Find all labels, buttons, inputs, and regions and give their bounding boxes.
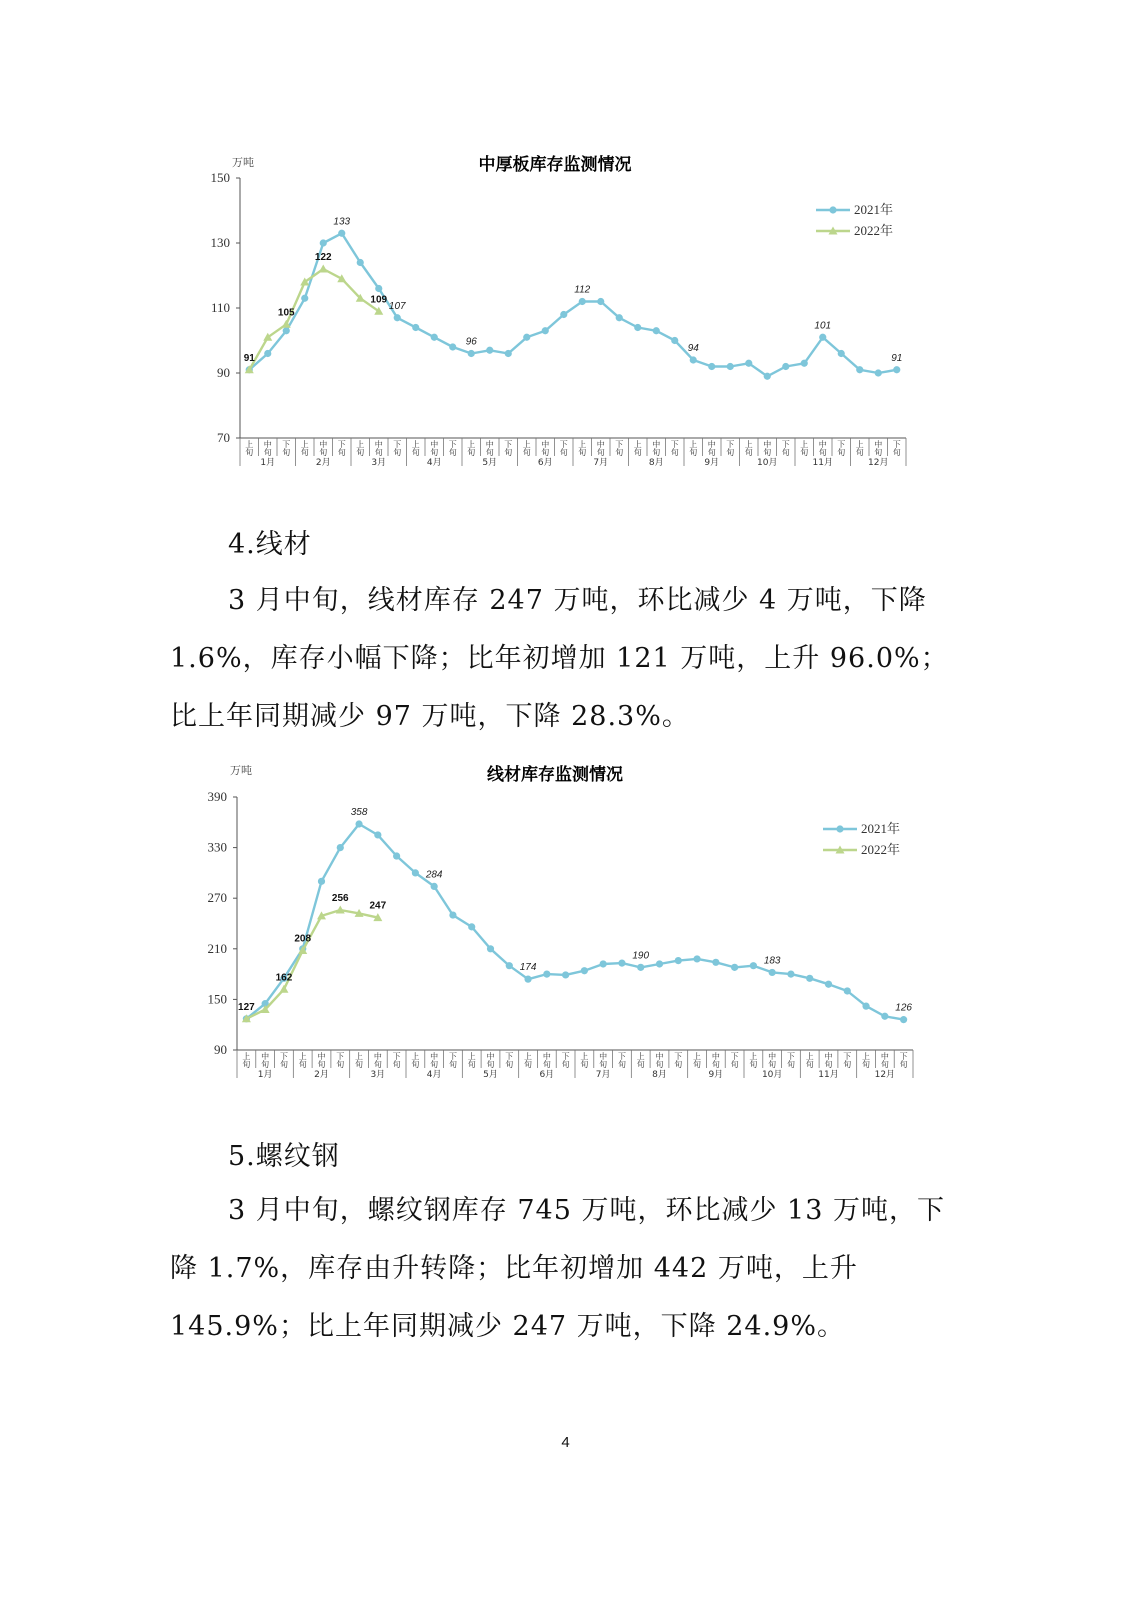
month-label: 8月: [648, 458, 664, 468]
data-label: 96: [465, 336, 477, 348]
x-tick-label: 下旬: [726, 440, 735, 457]
data-point: [782, 363, 789, 370]
data-point: [893, 366, 900, 373]
x-tick-label: 上旬: [744, 440, 753, 457]
data-point: [787, 971, 794, 978]
month-label: 8月: [652, 1070, 667, 1080]
x-tick-label: 上旬: [356, 440, 365, 457]
data-label: 127: [238, 1001, 255, 1013]
month-label: 9月: [708, 1070, 724, 1080]
legend-marker: [836, 825, 843, 832]
x-tick-label: 上旬: [467, 1052, 476, 1069]
plate-inventory-svg: [0, 140, 1131, 480]
x-tick-label: 下旬: [392, 1052, 401, 1069]
x-tick-label: 上旬: [245, 440, 254, 457]
x-tick-label: 下旬: [561, 1052, 570, 1069]
y-tick-label: 330: [207, 839, 227, 855]
x-tick-label: 下旬: [559, 440, 568, 457]
data-point: [731, 964, 738, 971]
x-tick-label: 上旬: [749, 1052, 758, 1069]
data-point: [412, 869, 419, 876]
wire-inventory-svg: [0, 752, 1131, 1092]
month-label: 5月: [482, 458, 498, 468]
data-point: [543, 971, 550, 978]
chart-plate-inventory: [0, 140, 1131, 480]
y-tick-label: 150: [207, 991, 227, 1007]
data-point: [506, 962, 513, 969]
x-tick-label: 中旬: [319, 440, 328, 457]
x-tick-label: 中旬: [880, 1052, 889, 1069]
data-point: [675, 957, 682, 964]
x-tick-label: 下旬: [670, 440, 679, 457]
x-tick-label: 中旬: [652, 440, 661, 457]
x-tick-label: 下旬: [336, 1052, 345, 1069]
x-tick-label: 中旬: [542, 1052, 551, 1069]
data-point: [338, 230, 345, 237]
data-label: 94: [687, 343, 699, 354]
data-label: 112: [574, 284, 591, 296]
month-label: 10月: [761, 1070, 783, 1080]
data-point: [769, 969, 776, 976]
data-point: [801, 360, 808, 367]
section4-paragraph: 3 月中旬，线材库存 247 万吨，环比减少 4 万吨，下降 1.6%，库存小幅下降；比年初增加 121 万吨，上升 96.0%；比上年同期减少 97 万吨，下降 28.3%。: [170, 585, 949, 732]
data-point: [279, 985, 288, 993]
data-point: [862, 1003, 869, 1010]
section4-heading: 4.线材: [228, 529, 312, 560]
data-point: [320, 239, 327, 246]
x-tick-label: 中旬: [655, 1052, 664, 1069]
x-tick-label: 下旬: [899, 1052, 908, 1069]
data-point: [431, 334, 438, 341]
data-point: [449, 911, 456, 918]
month-label: 9月: [704, 458, 720, 468]
x-tick-label: 中旬: [596, 440, 605, 457]
y-tick-label: 210: [207, 940, 227, 956]
data-point: [318, 878, 325, 885]
data-point: [825, 981, 832, 988]
x-tick-label: 上旬: [855, 440, 864, 457]
x-tick-label: 上旬: [805, 1052, 814, 1069]
data-label: 122: [314, 252, 332, 263]
data-point: [856, 366, 863, 373]
data-label: 284: [425, 869, 443, 881]
data-label: 190: [632, 950, 650, 962]
x-tick-label: 上旬: [693, 1052, 702, 1069]
month-label: 1月: [260, 458, 276, 468]
x-tick-label: 上旬: [242, 1052, 251, 1069]
month-label: 7月: [595, 1070, 611, 1080]
data-point: [900, 1016, 907, 1023]
x-tick-label: 中旬: [711, 1052, 720, 1069]
x-tick-label: 上旬: [636, 1052, 645, 1069]
month-label: 10月: [757, 458, 778, 468]
data-point: [764, 373, 771, 380]
data-point: [690, 356, 697, 363]
data-point: [806, 975, 813, 982]
data-point: [600, 960, 607, 967]
x-tick-label: 中旬: [263, 440, 272, 457]
y-axis-unit: 万吨: [230, 764, 252, 777]
data-point: [838, 350, 845, 357]
data-point: [264, 350, 271, 357]
month-label: 2月: [314, 1070, 329, 1080]
x-tick-label: 下旬: [504, 440, 513, 457]
data-point: [412, 324, 419, 331]
month-label: 11月: [818, 1070, 839, 1080]
x-tick-label: 下旬: [393, 440, 402, 457]
data-point: [579, 298, 586, 305]
x-tick-label: 下旬: [505, 1052, 514, 1069]
data-point: [653, 327, 660, 334]
x-tick-label: 下旬: [674, 1052, 683, 1069]
data-point: [431, 883, 438, 890]
month-label: 5月: [483, 1070, 498, 1080]
y-tick-label: 130: [210, 235, 230, 250]
data-label: 126: [895, 1002, 912, 1014]
month-label: 4月: [426, 1070, 442, 1080]
x-tick-label: 中旬: [818, 440, 827, 457]
x-tick-label: 上旬: [689, 440, 698, 457]
x-tick-label: 下旬: [837, 440, 846, 457]
x-tick-label: 上旬: [862, 1052, 871, 1069]
month-label: 1月: [257, 1070, 273, 1080]
chart-wire-inventory: [0, 752, 1131, 1092]
data-point: [562, 971, 569, 978]
data-point: [671, 337, 678, 344]
data-point: [745, 360, 752, 367]
x-tick-label: 上旬: [298, 1052, 307, 1069]
data-point: [319, 265, 328, 273]
data-label: 162: [275, 972, 293, 984]
data-point: [374, 831, 381, 838]
x-tick-label: 下旬: [448, 440, 457, 457]
data-label: 247: [369, 900, 387, 912]
x-tick-label: 中旬: [374, 440, 383, 457]
data-point: [357, 259, 364, 266]
x-tick-label: 下旬: [279, 1052, 288, 1069]
section5-heading: 5.螺纹钢: [228, 1141, 340, 1172]
y-tick-label: 110: [210, 300, 230, 315]
x-tick-label: 中旬: [763, 440, 772, 457]
x-tick-label: 上旬: [578, 440, 587, 457]
x-tick-label: 中旬: [317, 1052, 326, 1069]
data-point: [523, 334, 530, 341]
data-point: [656, 960, 663, 967]
data-point: [708, 363, 715, 370]
data-point: [486, 347, 493, 354]
data-label: 256: [331, 893, 349, 905]
x-tick-label: 上旬: [800, 440, 809, 457]
data-point: [875, 369, 882, 376]
data-label: 133: [333, 216, 351, 228]
data-point: [750, 962, 757, 969]
month-label: 6月: [537, 458, 553, 468]
month-label: 3月: [371, 458, 387, 468]
x-tick-label: 上旬: [633, 440, 642, 457]
x-tick-label: 下旬: [730, 1052, 739, 1069]
y-tick-label: 70: [217, 430, 230, 445]
x-tick-label: 上旬: [300, 440, 309, 457]
data-label: 183: [763, 955, 781, 967]
data-point: [505, 350, 512, 357]
data-point: [634, 324, 641, 331]
data-label: 107: [388, 300, 406, 312]
x-tick-label: 上旬: [411, 440, 420, 457]
data-point: [283, 327, 290, 334]
month-label: 6月: [539, 1070, 555, 1080]
data-point: [393, 852, 400, 859]
chart-title: 中厚板库存监测情况: [478, 155, 632, 175]
data-label: 208: [294, 933, 312, 945]
data-point: [394, 314, 401, 321]
x-tick-label: 中旬: [599, 1052, 608, 1069]
data-label: 358: [350, 806, 368, 818]
x-tick-label: 下旬: [786, 1052, 795, 1069]
page-number: 4: [561, 1434, 570, 1451]
data-point: [616, 314, 623, 321]
month-label: 11月: [812, 458, 833, 468]
month-label: 12月: [868, 458, 889, 468]
month-label: 12月: [874, 1070, 896, 1080]
data-point: [819, 334, 826, 341]
x-tick-label: 中旬: [768, 1052, 777, 1069]
x-tick-label: 中旬: [430, 1052, 439, 1069]
month-label: 2月: [315, 458, 331, 468]
y-tick-label: 90: [217, 365, 230, 380]
data-point: [881, 1013, 888, 1020]
x-tick-label: 中旬: [261, 1052, 270, 1069]
data-point: [581, 967, 588, 974]
data-point: [844, 987, 851, 994]
data-point: [468, 350, 475, 357]
legend-label: 2022年: [854, 223, 894, 238]
y-tick-label: 390: [207, 789, 227, 804]
x-tick-label: 上旬: [467, 440, 476, 457]
x-tick-label: 下旬: [617, 1052, 626, 1069]
y-axis-unit: 万吨: [232, 156, 254, 169]
x-tick-label: 下旬: [282, 440, 291, 457]
data-label: 109: [370, 294, 388, 306]
data-point: [337, 844, 344, 851]
x-tick-label: 中旬: [707, 440, 716, 457]
y-tick-label: 150: [210, 170, 230, 185]
section5-paragraph: 3 月中旬，螺纹钢库存 745 万吨，环比减少 13 万吨，下降 1.7%，库存由升转降；比年初增加 442 万吨，上升 145.9%；比上年同期减少 247 万吨，下降 24.9%。: [170, 1195, 945, 1342]
legend-label: 2022年: [861, 842, 901, 857]
data-point: [301, 295, 308, 302]
data-label: 91: [243, 352, 255, 364]
data-point: [597, 298, 604, 305]
data-point: [449, 343, 456, 350]
month-label: 7月: [593, 458, 609, 468]
series-line-0: [249, 233, 897, 376]
x-tick-label: 中旬: [373, 1052, 382, 1069]
x-tick-label: 上旬: [580, 1052, 589, 1069]
data-point: [524, 976, 531, 983]
data-point: [487, 945, 494, 952]
legend-label: 2021年: [861, 821, 901, 836]
x-tick-label: 下旬: [843, 1052, 852, 1069]
month-label: 3月: [370, 1070, 386, 1080]
x-tick-label: 下旬: [337, 440, 346, 457]
x-tick-label: 上旬: [522, 440, 531, 457]
x-tick-label: 中旬: [541, 440, 550, 457]
y-tick-label: 270: [207, 890, 227, 906]
x-tick-label: 下旬: [615, 440, 624, 457]
data-point: [693, 955, 700, 962]
data-point: [468, 923, 475, 930]
x-tick-label: 下旬: [448, 1052, 457, 1069]
legend-marker: [829, 206, 836, 213]
data-label: 101: [814, 320, 832, 332]
x-tick-label: 下旬: [892, 440, 901, 457]
series-line-0: [246, 824, 903, 1020]
x-tick-label: 中旬: [430, 440, 439, 457]
data-point: [542, 327, 549, 334]
data-point: [727, 363, 734, 370]
x-tick-label: 上旬: [355, 1052, 364, 1069]
x-tick-label: 下旬: [781, 440, 790, 457]
data-point: [375, 285, 382, 292]
month-label: 4月: [426, 458, 442, 468]
data-point: [637, 964, 644, 971]
data-point: [560, 311, 567, 318]
chart-title: 线材库存监测情况: [487, 765, 623, 785]
x-tick-label: 中旬: [824, 1052, 833, 1069]
y-tick-label: 90: [214, 1042, 227, 1057]
x-tick-label: 中旬: [485, 440, 494, 457]
data-label: 174: [519, 962, 537, 974]
x-tick-label: 上旬: [524, 1052, 533, 1069]
x-tick-label: 中旬: [486, 1052, 495, 1069]
data-label: 91: [891, 352, 903, 364]
data-label: 105: [277, 307, 295, 319]
legend-label: 2021年: [854, 202, 894, 217]
x-tick-label: 中旬: [874, 440, 883, 457]
data-point: [712, 959, 719, 966]
data-point: [618, 960, 625, 967]
x-tick-label: 上旬: [411, 1052, 420, 1069]
data-point: [355, 820, 362, 827]
